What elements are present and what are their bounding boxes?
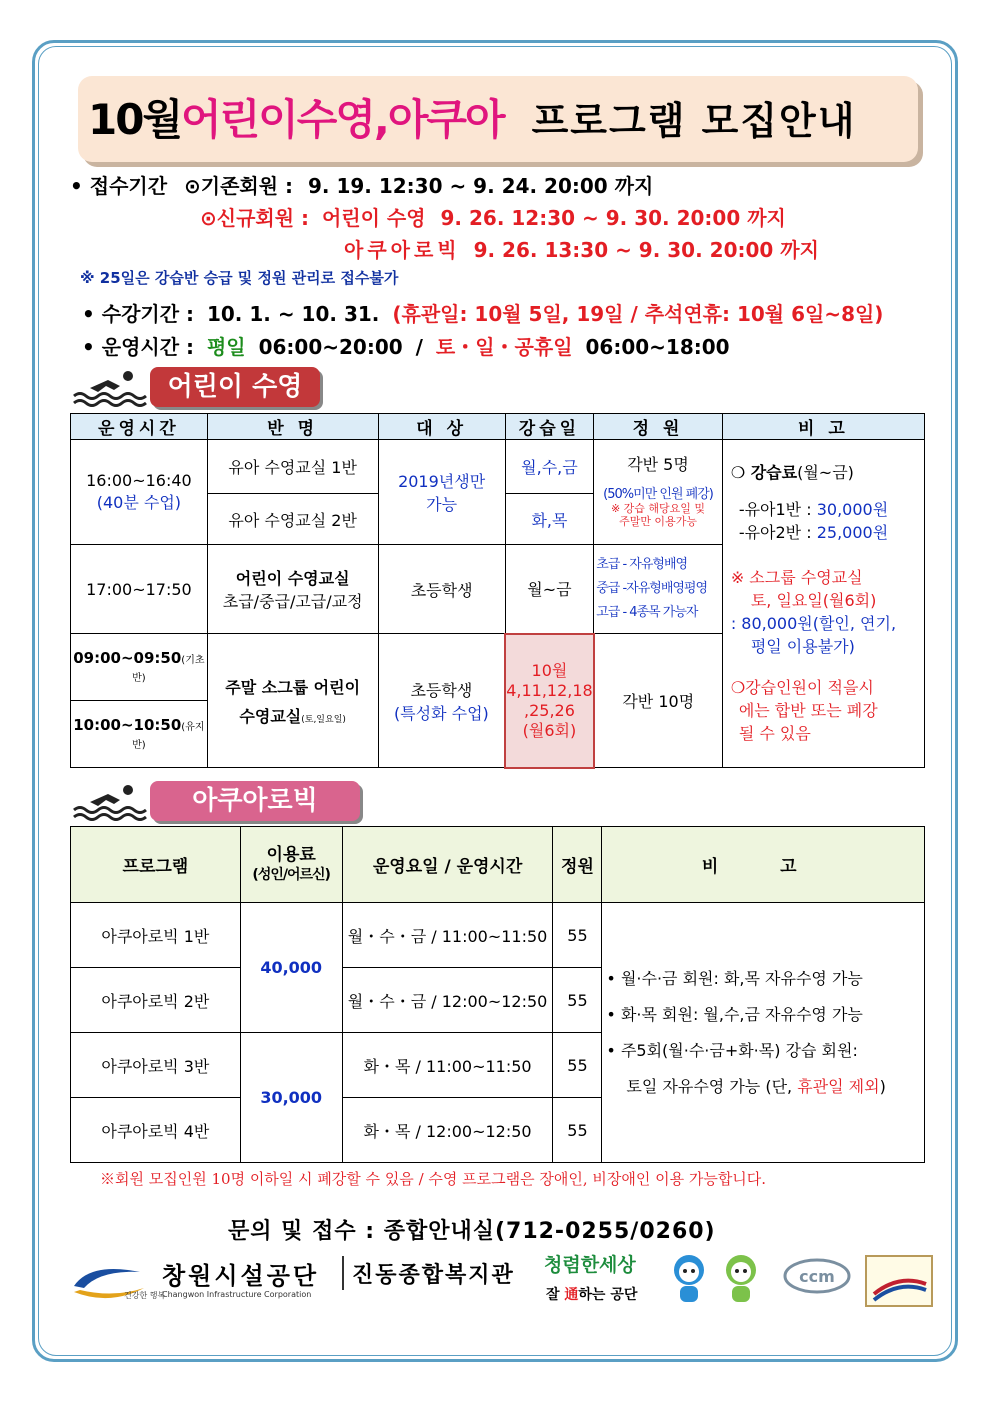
aqua-note4-a: 토일 자유수영 가능 (단, (626, 1076, 793, 1096)
kids-notes-cell (722, 440, 924, 768)
row3-target-b: (특성화 수업) (393, 703, 489, 723)
kids-section-header (72, 366, 320, 408)
aqua-header-fee-sub: (성인/어르신) (252, 866, 330, 883)
row3-target-cell (378, 634, 505, 768)
kids-header-class: 반 명 (207, 414, 378, 440)
row3-class-a: 주말 소그룹 어린이 (225, 677, 361, 697)
aqua-note2: • 화·목 회원: 월,수,금 자유수영 가능 (606, 1004, 863, 1024)
existing-label: ⊙기존회원 : (184, 174, 293, 198)
org-name: 창원시설공단 (162, 1262, 320, 1290)
branch-name: 진동종합복지관 (352, 1263, 515, 1288)
aqua-row-name: 아쿠아로빅 3반 (71, 1033, 241, 1098)
aqua-row-name: 아쿠아로빅 2반 (71, 968, 241, 1033)
row3-days-d: (월6회) (522, 720, 577, 740)
note-fee-sub: (월~금) (797, 463, 854, 482)
aqua-note1: • 월·수·금 회원: 화,목 자유수영 가능 (606, 968, 863, 988)
note-fee1: 30,000원 (816, 500, 889, 519)
row1-capacity-note1: (50%미만 인원 폐강) (603, 487, 713, 502)
row2-time: 17:00~17:50 (71, 545, 208, 634)
row3-time-b: 10:00~10:50 (73, 716, 182, 734)
aqua-row-capacity: 55 (553, 1098, 602, 1163)
kids-section-label: 어린이 수영 (150, 367, 320, 407)
note-cancel3: 될 수 있음 (738, 724, 811, 743)
row1-target: 2019년생만 가능 (378, 440, 505, 545)
row2-capacity-3: 고급 - 4종목 가능자 (596, 605, 698, 620)
logos-row (70, 1252, 940, 1312)
title-highlight: 어린이수영,아쿠아 (181, 95, 504, 144)
reception-note: ※ 25일은 강습반 승급 및 정원 관리로 접수불가 (80, 269, 399, 287)
period-line: • 수강기간 : 10. 1. ~ 10. 31. (휴관일: 10월 5일, 19일 / 추석연휴: 10월 6일~8일) (82, 302, 884, 326)
existing-value: 9. 19. 12:30 ~ 9. 24. 20:00 까지 (307, 174, 654, 198)
new-kids-value: 9. 26. 12:30 ~ 9. 30. 20:00 까지 (440, 206, 786, 230)
org-logo-text: 건강한 행복 (124, 1291, 166, 1300)
hours-line: • 운영시간 : 평일 06:00~20:00 / 토・일・공휴일 06:00~18:00 (82, 335, 730, 359)
row1-capacity-cell (594, 440, 723, 545)
note-fee-title: ❍ 강습료 (730, 463, 798, 482)
aqua-notes-cell (602, 903, 925, 1163)
row2-days: 월~금 (505, 545, 594, 634)
title-rest: 프로그램 모집안내 (531, 98, 857, 143)
kids-header-target: 대 상 (378, 414, 505, 440)
row1-capacity: 각반 5명 (627, 455, 689, 474)
row2-capacity-1: 초급 - 자유형배영 (596, 557, 688, 572)
aqua-note4-c: ) (879, 1076, 886, 1096)
row2-capacity-2: 중급 -자유형배영평영 (596, 581, 708, 596)
org-eng: Changwon Infrastructure Corporation (162, 1290, 312, 1299)
row2-capacity-cell (594, 545, 723, 634)
row3-time-a-sub: (기초반) (132, 655, 205, 684)
hours-label: 운영시간 : (101, 335, 194, 359)
aqua-row-capacity: 55 (553, 968, 602, 1033)
kids-header-notes: 비 고 (722, 414, 924, 440)
reception-label: 접수기간 (89, 174, 168, 198)
row3-days-c: ,25,26 (524, 700, 575, 720)
slogan-sub-a: 잘 (546, 1287, 565, 1303)
row3-target-a: 초등학생 (410, 680, 473, 700)
note-group4: 평일 이용불가) (750, 637, 855, 656)
aqua-row-time: 월・수・금 / 11:00~11:50 (342, 903, 553, 968)
row3-time-b-cell (71, 701, 208, 768)
page-title (88, 88, 908, 152)
reception-line-aqua (344, 234, 819, 263)
kids-header-days: 강습일 (505, 414, 594, 440)
row2-target: 초등학생 (378, 545, 505, 634)
kids-table (70, 413, 925, 769)
row3-class-cell (207, 634, 378, 768)
new-aqua-name: 아쿠아로빅 (344, 238, 461, 262)
aqua-row-time: 화・목 / 12:00~12:50 (342, 1098, 553, 1163)
weekend-value: 06:00~18:00 (585, 335, 730, 359)
aqua-section-header (72, 780, 360, 822)
aqua-row-capacity: 55 (553, 1033, 602, 1098)
aqua-row-capacity: 55 (553, 903, 602, 968)
aqua-table (70, 826, 925, 1163)
mascot-green-icon (720, 1252, 762, 1308)
period-label: 수강기간 : (101, 302, 194, 326)
row3-time-a-cell (71, 634, 208, 701)
note-fee1-label: -유아1반 : (738, 500, 812, 519)
aqua-note3: • 주5회(월·수·금+화·목) 강습 회원: (606, 1040, 858, 1060)
aqua-fee-a: 40,000 (240, 903, 342, 1033)
row2-class-b: 초급/중급/고급/교정 (222, 592, 363, 611)
row3-class-b: 수영교실 (239, 706, 302, 726)
org-logo-icon (70, 1262, 166, 1308)
note-cancel1: ❍강습인원이 적을시 (730, 678, 874, 697)
aqua-header-notes: 비 고 (602, 827, 925, 903)
note-fee2-label: -유아2반 : (738, 523, 812, 542)
slogan-sub-b: 通 (564, 1287, 579, 1303)
row1-capacity-note2: ※ 강습 해당요일 및 주말만 이용가능 (610, 502, 706, 528)
period-value: 10. 1. ~ 10. 31. (206, 302, 380, 326)
kids-header-time: 운영시간 (71, 414, 208, 440)
row1-time-cell (71, 440, 208, 545)
row3-capacity: 각반 10명 (594, 634, 723, 768)
aqua-row-name: 아쿠아로빅 4반 (71, 1098, 241, 1163)
row1-class-b: 유아 수영교실 2반 (207, 494, 378, 545)
reception-line-new (200, 202, 786, 231)
row3-days-a: 10월 (531, 660, 568, 680)
row3-time-b-sub: (유지반) (132, 722, 205, 751)
aqua-header-capacity: 정원 (553, 827, 602, 903)
footer-notice: ※회원 모집인원 10명 이하일 시 폐강할 수 있음 / 수영 프로그램은 장애인, 비장애인 이용 가능합니다. (100, 1170, 767, 1188)
contact-info: 문의 및 접수 : 종합안내실(712-0255/0260) (228, 1219, 716, 1244)
new-kids-name: 어린이 수영 (321, 206, 426, 230)
aqua-note4-b: 휴관일 제외 (797, 1076, 880, 1096)
row1-time-sub: (40분 수업) (96, 493, 182, 512)
row3-days-b: 4,11,12,18 (506, 680, 593, 700)
weekend-label: 토・일・공휴일 (435, 335, 573, 359)
new-aqua-value: 9. 26. 13:30 ~ 9. 30. 20:00 까지 (473, 238, 819, 262)
weekday-label: 평일 (206, 335, 246, 359)
aqua-row-name: 아쿠아로빅 1반 (71, 903, 241, 968)
certification-logo-icon (864, 1254, 934, 1308)
mascot-blue-icon (668, 1252, 710, 1308)
kids-header-capacity: 정 원 (594, 414, 723, 440)
row2-class-cell (207, 545, 378, 634)
row3-time-a: 09:00~09:50 (73, 649, 182, 667)
reception-line-existing: • 접수기간 ⊙기존회원 : 9. 19. 12:30 ~ 9. 24. 20:00 까지 (70, 174, 654, 198)
note-group1: ※ 소그룹 수영교실 (730, 568, 863, 587)
aqua-header-program: 프로그램 (71, 827, 241, 903)
row3-days-cell (505, 634, 594, 768)
hours-sep: / (415, 335, 423, 359)
new-label: ⊙신규회원 : (200, 206, 309, 230)
logo-divider (342, 1256, 344, 1290)
swimmer-icon (72, 780, 142, 822)
row3-class-sub: (토,일요일) (301, 714, 346, 725)
period-holiday: (휴관일: 10월 5일, 19일 / 추석연휴: 10월 6일~8일) (392, 302, 884, 326)
ccm-logo-icon (782, 1256, 852, 1306)
note-cancel2: 에는 합반 또는 폐강 (738, 701, 878, 720)
row1-days-a: 월,수,금 (505, 440, 594, 494)
aqua-header-fee-label: 이용료 (266, 844, 316, 865)
note-group2: 토, 일요일(월6회) (750, 591, 877, 610)
ccm-text: ccm (799, 1267, 835, 1286)
row1-time: 16:00~16:40 (86, 471, 192, 490)
aqua-section-label: 아쿠아로빅 (150, 781, 360, 821)
title-month: 10월 (88, 95, 182, 144)
row1-days-b: 화,목 (505, 494, 594, 545)
swimmer-icon (72, 366, 142, 408)
note-fee2: 25,000원 (816, 523, 889, 542)
slogan-sub-c: 하는 공단 (578, 1287, 638, 1303)
slogan: 청렴한세상 (544, 1254, 636, 1276)
aqua-row-time: 화・목 / 11:00~11:50 (342, 1033, 553, 1098)
row2-class-a: 어린이 수영교실 (235, 569, 350, 588)
note-group3: : 80,000원(할인, 연기, (730, 614, 897, 633)
aqua-header-fee (240, 827, 342, 903)
aqua-row-time: 월・수・금 / 12:00~12:50 (342, 968, 553, 1033)
weekday-value: 06:00~20:00 (258, 335, 403, 359)
aqua-header-schedule: 운영요일 / 운영시간 (342, 827, 553, 903)
row1-class-a: 유아 수영교실 1반 (207, 440, 378, 494)
slogan-sub (546, 1284, 637, 1304)
aqua-fee-b: 30,000 (240, 1033, 342, 1163)
